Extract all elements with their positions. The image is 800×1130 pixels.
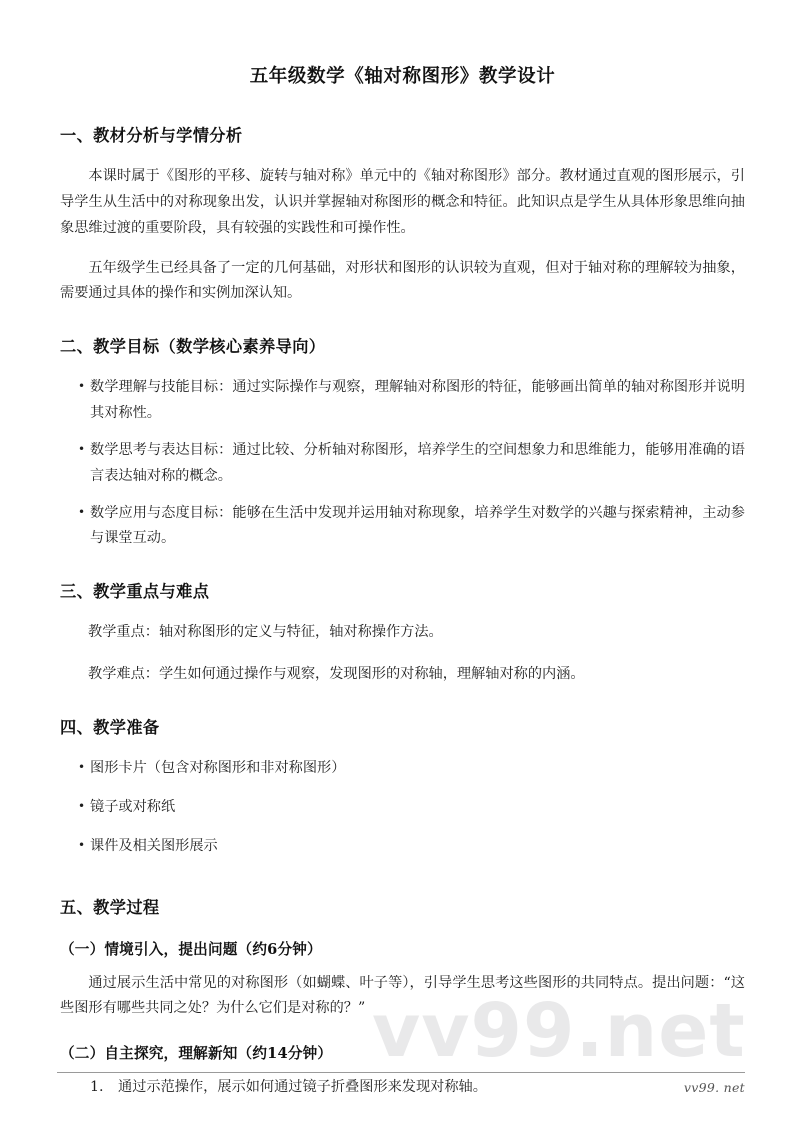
- document-content: [60, 0, 745, 1101]
- spacer: [60, 88, 745, 122]
- spacer: [60, 860, 745, 894]
- section-heading-1: 一、教材分析与学情分析: [60, 126, 243, 145]
- list-item: • 镜子或对称纸: [60, 795, 745, 821]
- list-item-text: 通过示范操作，展示如何通过镜子折叠图形来发现对称轴。: [118, 1079, 487, 1096]
- spacer: [60, 242, 745, 256]
- spacer: [60, 1022, 745, 1042]
- section-1-paragraph-1: 本课时属于《图形的平移、旋转与轴对称》单元中的《轴对称图形》部分。教材通过直观的图形展示，引导学生从生活中的对称现象出发，认识并掌握轴对称图形的概念和特征。此知识点是学生从具体形象思维向抽象思维过渡的重要阶段，具有较强的实践性和可操作性。: [60, 168, 745, 236]
- list-item: • 数学应用与态度目标：能够在生活中发现并运用轴对称现象，培养学生对数学的兴趣与探索精神，主动参与课堂互动。: [60, 501, 745, 553]
- subsection-heading-5-1: （一）情境引入，提出问题（约6分钟）: [60, 940, 322, 958]
- section-heading-2: 二、教学目标（数学核心素养导向）: [60, 337, 326, 357]
- spacer: [60, 146, 745, 164]
- list-item: • 数学理解与技能目标：通过实际操作与观察，理解轴对称图形的特征，能够画出简单的轴对称图形并说明其对称性。: [60, 375, 745, 427]
- spacer: [60, 959, 745, 971]
- spacer: [60, 688, 745, 714]
- section-heading-4: 四、教学准备: [60, 717, 160, 737]
- section-3-paragraph-2: 教学难点：学生如何通过操作与观察，发现图形的对称轴，理解轴对称的内涵。: [88, 666, 585, 683]
- section-3-paragraph-1: 教学重点：轴对称图形的定义与特征，轴对称操作方法。: [88, 624, 443, 641]
- spacer: [60, 552, 745, 578]
- page-footer: [57, 1072, 745, 1095]
- section-1-paragraph-2: 五年级学生已经具备了一定的几何基础，对形状和图形的认识较为直观，但对于轴对称的理解较为抽象，需要通过具体的操作和实例加深认知。: [60, 259, 745, 302]
- subsection-5-1-paragraph: 通过展示生活中常见的对称图形（如蝴蝶、叶子等），引导学生思考这些图形的共同特点。提出问题：“这些图形有哪些共同之处？为什么它们是对称的？”: [60, 974, 745, 1017]
- list-item-number: 1.: [90, 1079, 104, 1096]
- section-heading-3: 三、教学重点与难点: [60, 582, 210, 602]
- spacer: [60, 357, 745, 375]
- spacer: [60, 602, 745, 620]
- subsection-heading-5-2: （二）自主探究，理解新知（约14分钟）: [60, 1045, 333, 1063]
- list-item: • 图形卡片（包含对称图形和非对称图形）: [60, 756, 745, 782]
- page-watermark: vv99.net: [372, 988, 746, 1074]
- section-2-bullet-list: [60, 375, 745, 552]
- section-4-bullet-list: [60, 756, 745, 860]
- list-item: • 数学思考与表达目标：通过比较、分析轴对称图形，培养学生的空间想象力和思维能力，能够用准确的语言表达轴对称的概念。: [60, 438, 745, 490]
- spacer: [60, 307, 745, 333]
- section-heading-5: 五、教学过程: [60, 897, 160, 917]
- spacer: [60, 918, 745, 938]
- list-item: • 课件及相关图形展示: [60, 834, 745, 860]
- spacer: [60, 646, 745, 662]
- spacer: [60, 738, 745, 756]
- footer-label: vv99. net: [683, 1080, 745, 1095]
- page-title: 五年级数学《轴对称图形》教学设计: [249, 66, 556, 87]
